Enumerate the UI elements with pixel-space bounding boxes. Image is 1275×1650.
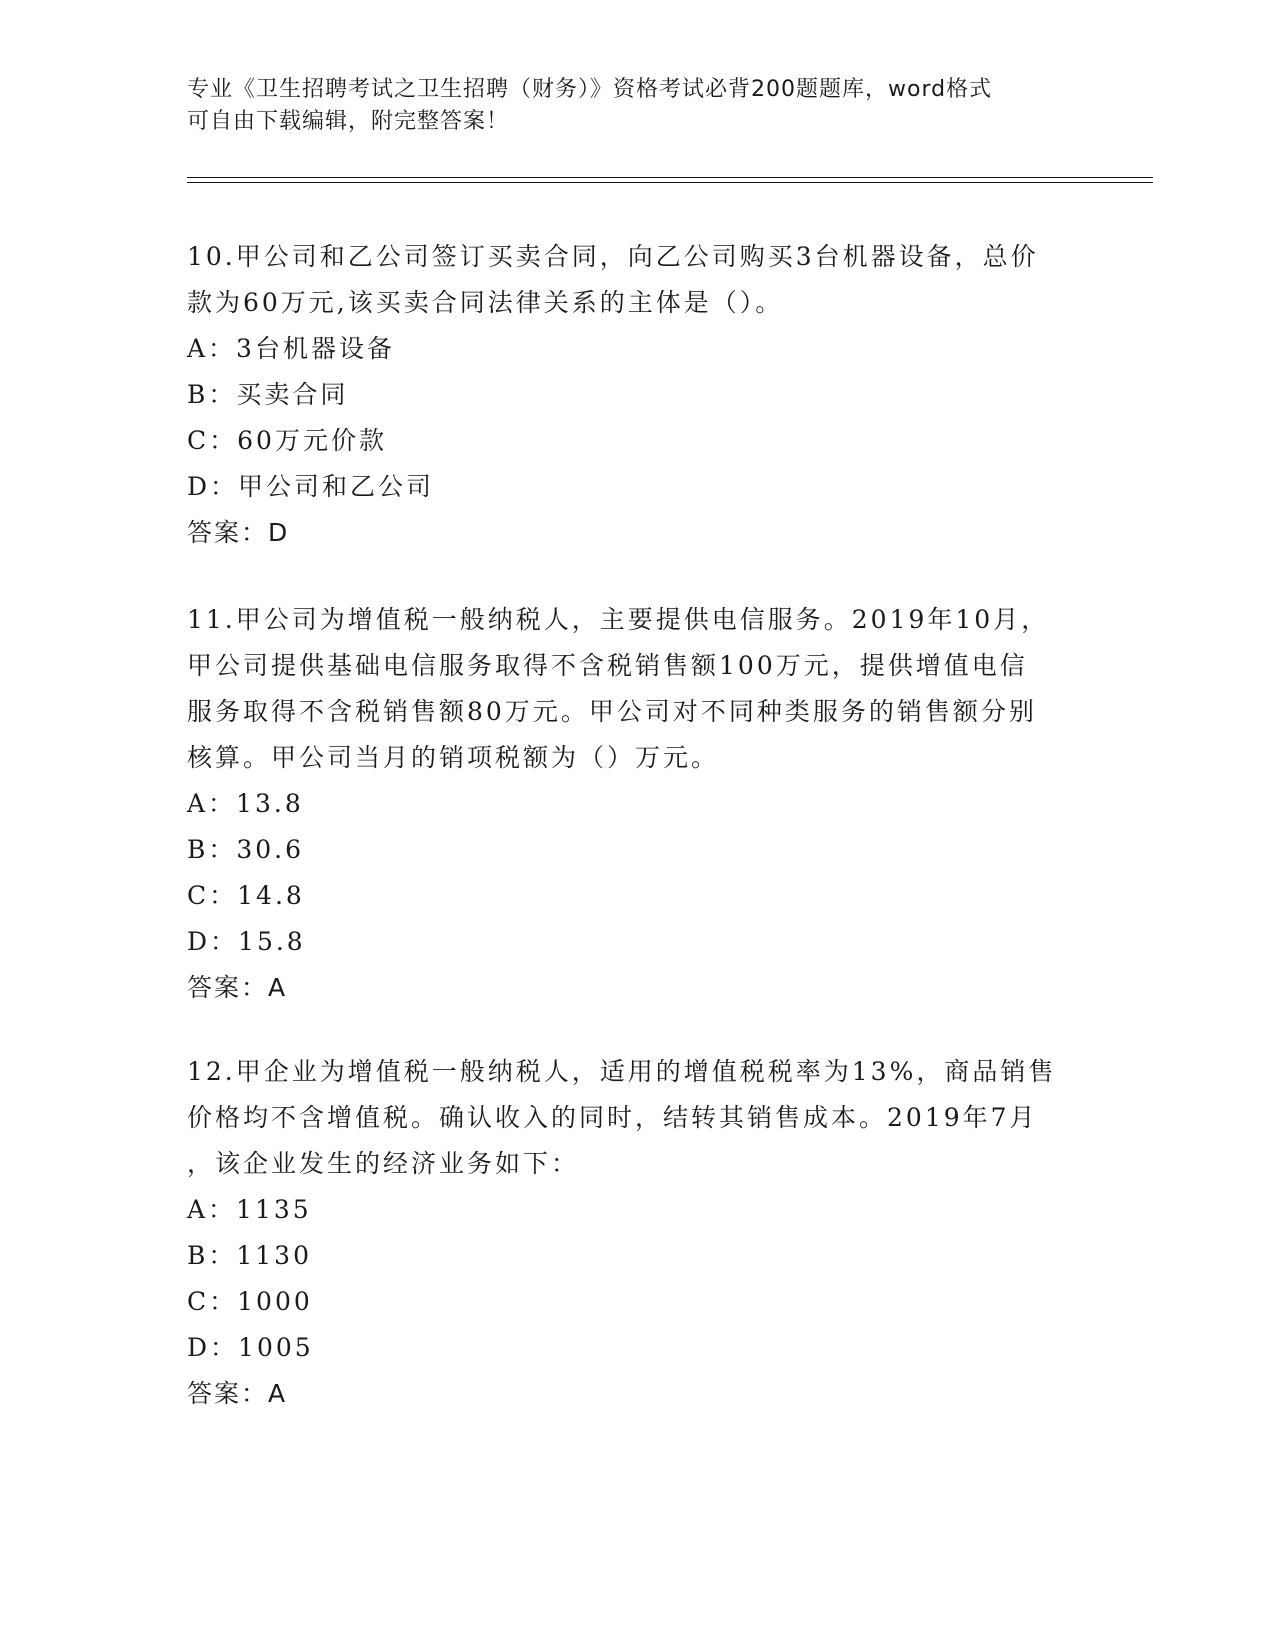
option-a: A：3台机器设备 — [187, 334, 395, 363]
option-b: B：30.6 — [187, 835, 305, 864]
question-text-line: ，该企业发生的经济业务如下： — [187, 1149, 580, 1178]
question-text-line: 核算。甲公司当月的销项税额为（）万元。 — [187, 743, 720, 772]
option-c: C：60万元价款 — [187, 426, 387, 455]
option-c: C：1000 — [187, 1287, 313, 1316]
answer-line: 答案：A — [187, 1379, 288, 1408]
option-b: B：买卖合同 — [187, 380, 349, 409]
question-block-12 — [187, 1049, 1087, 1417]
option-d: D：1005 — [187, 1333, 314, 1362]
question-block-10 — [187, 234, 1087, 556]
question-text-line: 服务取得不含税销售额80万元。甲公司对不同种类服务的销售额分别 — [187, 697, 1037, 726]
question-text-line: 价格均不含增值税。确认收入的同时，结转其销售成本。2019年7月 — [187, 1103, 1038, 1132]
option-d: D：甲公司和乙公司 — [187, 472, 435, 501]
question-text-line: 10.甲公司和乙公司签订买卖合同，向乙公司购买3台机器设备，总价 — [187, 242, 1039, 271]
header-divider-bottom — [187, 182, 1153, 183]
option-d: D：15.8 — [187, 927, 306, 956]
answer-line: 答案：A — [187, 973, 288, 1002]
document-header — [187, 74, 1067, 138]
question-text-line: 11.甲公司为增值税一般纳税人，主要提供电信服务。2019年10月， — [187, 605, 1050, 634]
option-a: A：1135 — [187, 1195, 312, 1224]
question-text-line: 12.甲企业为增值税一般纳税人，适用的增值税税率为13%，商品销售 — [187, 1057, 1057, 1086]
header-line-2: 可自由下载编辑，附完整答案！ — [187, 109, 510, 134]
question-text-line: 款为60万元,该买卖合同法律关系的主体是（）。 — [187, 288, 784, 317]
question-text-line: 甲公司提供基础电信服务取得不含税销售额100万元，提供增值电信 — [187, 651, 1028, 680]
option-c: C：14.8 — [187, 881, 305, 910]
header-divider-top — [187, 177, 1153, 178]
option-b: B：1130 — [187, 1241, 312, 1270]
question-block-11 — [187, 597, 1087, 1011]
option-a: A：13.8 — [187, 789, 304, 818]
header-line-1: 专业《卫生招聘考试之卫生招聘（财务）》资格考试必背200题题库，word格式 — [187, 77, 993, 102]
answer-line: 答案：D — [187, 518, 290, 547]
